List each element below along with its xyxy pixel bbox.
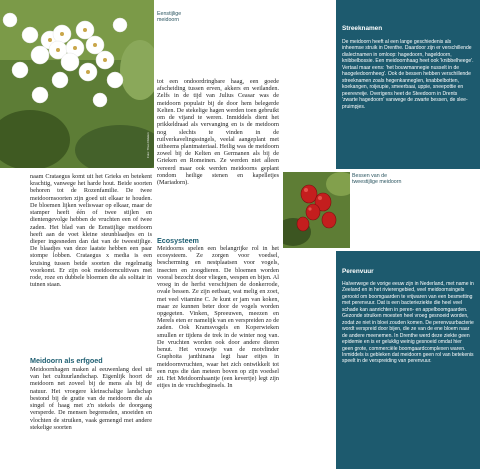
hawthorn-berries-photo xyxy=(283,172,350,248)
heading-ecosysteem: Ecosysteem xyxy=(157,236,199,245)
heading-erfgoed: Meidoorn als erfgoed xyxy=(30,356,103,365)
col2-eco-text: Meidoorns spelen een belangrijke rol in het ecosysteem. Ze zorgen voor voedsel, bescherming en nestplaatsen voor vogels, insecten en zoogdieren. De bloemen worden vooral bezocht door vliegen, wespen en bijen. Al vroeg in de herfst verschijnen de donkerrode, ovale bessen. Ze zijn eetbaar, wat melig en zoet, met veel vitamine C. Je kunt er jam van koken, maar ze kunnen beter door de vogels worden opgegeten. Vinken, Spreeuwen, meezen en Merels eten er namelijk van en verspreiden zo de zaden. Ook Kramsvogels en Koperwieken smullen er tijdens de trek in de winter nog van. De vruchten worden ook door andere dieren benut. Het vrouwtje van de motvlinder Graphoita janthinana legt haar eitjes in meidoornvruchten, waar het zich ontwikkelt tot een rups die dan meteen boven op zijn voedsel zit. Het Meidoornhaantje (een kevertje) legt zijn eitjes in de vruchtbeginsels. In xyxy=(157,245,279,390)
photo-credit: Foto: Theo Oldelen xyxy=(146,132,150,158)
caption-bessen: Bessen van de tweestijlige meidoorn xyxy=(352,173,402,186)
panel-title-perenvuur: Perenvuur xyxy=(342,268,374,275)
col1-intro-text: naam Crataegus komt uit het Grieks en betekent krachtig, vanwege het harde hout. Beide soorten behoren tot de Rozenfamilie. De twee meidoornsoorten zijn goed uit elkaar te houden. De bloemen lijken weliswaar op elkaar, maar de stamper heeft één of twee stijlen en dientengevolge hebben de vruchten een of twee zaden. Het blad van de Eenstijlige meidoorn heeft aan de voet kleine steunblaadjes en is dieper ingesneden dan dat van de tweestijlige. De blaadjes van deze laatste hebben een paar stompe lobben. Crataegus x media is een kruising tussen beide soorten die regelmatig voorkomt. Er zijn ook meidoorncultivars met rode, roze en dubbele bloemen die als solitair in tuinen staan. xyxy=(30,173,152,289)
panel-text-streeknamen: De meidoorn heeft al een lange geschiedenis als inheemse struik in Drenthe. Daardoor zijn er verschillende dialectnamen in omloop: hagedoorn, hageldoorn, knibbelbossie. Een meidoornhaag heet ook 'knibbelheege'. Vertaal maar eens: 'het bouwmannegie nusselt in de haogeledoornheeg'. Ook de bessen hebben verschillende streeknamen zoals hegenkanneglen, knabbelbotten, koekangen, roijeupie, smeerbaai, uppie, sneepottie en peerevreije. Overigens heet de Steedoorn in Drents 'zwarte hagedoorn' vanwege de zwarte bessen, de slee-pruimpjes. xyxy=(342,39,474,110)
panel-title-streeknamen: Streeknamen xyxy=(342,25,383,32)
col1-culture-text: Meidoornhagen maken al eeuwenlang deel uit van het cultuurlandschap. Eigenlijk hoort de meidoorn net zoveel bij de mens als bij de natuur. Het vroegere kleinschalige landschap bestond bij de gratie van de meidoorn die als singel of haag met z'n stekels de doorgang versperde. De mensen begrensden, snoeiden en vlochten de struiken, vaak gemengd met andere stekelige soorten xyxy=(30,366,152,431)
col2-intro-text: tot een ondoordringbare haag, een goede afscheiding tussen erven, akkers en weilanden. Zelfs in de tijd van Julius Ceasar was de meidoorn populair bij de door hem belegerde Kelten. De stekelige hagen werden toen gebruikt om de vijand te weren. Inmiddels dient het prikkeldraad als vervanging en is de meidoorn nog slechts te vinden in de ruilverkavelingssingels, veelal aangeplant met uitheems plantmateriaal. Heilig was de meidoorn zowel bij de Kelten en Germanen als bij de Grieken en Romeinen. Ze werden niet alleen vereerd maar ook werden meidoorns geplant rondom heilige stenen en kapelletjes (Mariadorn). xyxy=(157,78,279,187)
caption-eenstijlige: Eenstijlige meidoorn xyxy=(157,11,182,24)
blossom-illustration xyxy=(0,0,154,168)
hawthorn-blossom-photo xyxy=(0,0,154,168)
berries-illustration xyxy=(283,172,350,248)
panel-text-perenvuur: Halverwege de vorige eeuw zijn in Nederland, met name in Zeeland en in het rivierengebied, veel meidoornsingels gerooid om boomgaarden te vrijwaren van een besmetting met perenvuur. Dat is een bacterieziekte die heel veel schade kan aanrichten in peren- en appelboomgaarden. Gezonde struiken moesten heel vroeg gesnoeid worden, zodat ze niet in bloei zouden komen. De perenvuurbacterie wordt verspreid door bijen, die ze van de ene bloem naar de andere meenemen. In Drenthe werd deze ziekte geen epidemie en is er geluklig weinig gesnoeid omdat hier geen grote, commerciële boomgaardcomplexen waren. Inmiddels is gebleken dat meidoorn geen rol van betekenis speelt in de verspreiding van perenvuur. xyxy=(342,281,474,365)
